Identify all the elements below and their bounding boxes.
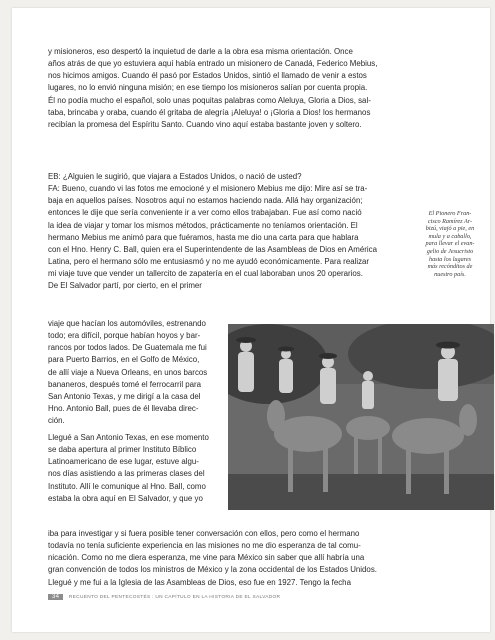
- text-line: todavía no tenía suficiente experiencia en las misiones no me dio esperanza de tal comu-: [48, 541, 361, 551]
- text-line: todo; era difícil, porque habían hoyos y bar-: [48, 331, 201, 341]
- text-line: de allí viaje a Nueva Orleans, en unos barcos: [48, 367, 208, 377]
- caption-line: mula y a caballo,: [428, 232, 472, 240]
- text-line: y misioneros, eso despertó la inquietud de darle a la obra esa misma orientación. Once: [48, 47, 353, 56]
- text-line: Latina, pero el hermano sólo me entusiasmó y no me ayudó económicamente. Para realizar: [48, 257, 370, 267]
- body-paragraph-2: [48, 171, 428, 293]
- text-line: Latinoamericano de ese lugar, estuve algu-: [48, 457, 199, 467]
- text-line: recibían la promesa del Espíritu Santo. Cuando vino aquí estaba bastante joven y soltero.: [48, 119, 362, 129]
- text-line: Instituto. Allí le comunique al Hno. Ball, como: [48, 481, 206, 491]
- page-number: 34: [48, 594, 63, 600]
- text-line: la idea de viajar y tomar los mismos métodos, prácticamente no teníamos orientación. El: [48, 220, 358, 230]
- text-line: lugares, no lo envió ninguna misión; en ese tiempo los misioneros salían por cuenta propia.: [48, 83, 368, 93]
- text-line: para Puerto Barrios, en el Golfo de México,: [48, 355, 200, 365]
- document-page: [12, 8, 490, 632]
- text-line: bananeros, después tomé el ferrocarril para: [48, 379, 202, 389]
- text-line: hermano Mebius me animó para que fuéramos, hasta me dio una carta para que hablara: [48, 232, 359, 242]
- text-line: rancos por todos lados. De Guatemala me fui: [48, 343, 207, 353]
- running-title: RECUENTO DEL PENTECOSTÉS : UN CAPÍTULO EN LA HISTORIA DE EL SALVADOR: [68, 595, 281, 600]
- text-line: baja en aquellos países. Nosotros aquí no estamos haciendo nada. Allá hay organización;: [48, 196, 363, 206]
- text-line: Llegué y me fui a la Iglesia de las Asambleas de Dios, eso fue en 1927. Tengo la fecha: [48, 577, 351, 587]
- text-line: gran convención de todos los ministros de México y la zona occidental de los Estados Unidos.: [48, 565, 377, 575]
- text-line: Llegué a San Antonio Texas, en ese momento: [48, 433, 209, 442]
- photo-caption: [412, 210, 488, 278]
- caption-line: nuestro país.: [434, 270, 466, 278]
- text-line: estaba la obra aquí en El Salvador, y que yo: [48, 493, 203, 503]
- text-line: taba, brincaba y oraba, cuando él gritaba de alegría ¡Aleluya! o ¡Gloria a Dios! los hermanos: [48, 107, 371, 117]
- text-line: mi viaje tuve que vender un tallercito de zapatería en el cual laboraban unos 20 operarios.: [48, 269, 363, 279]
- text-line: entonces le dije que sería conveniente ir a ver como ellos trabajaban. Fue así como nació: [48, 208, 362, 218]
- caption-line: hasta los lugares: [428, 255, 472, 263]
- body-paragraph-3: [48, 318, 223, 427]
- caption-line: gelio de Jesucristo: [426, 247, 474, 255]
- text-line: se daba apertura al primer Instituto Bíblico: [48, 445, 197, 455]
- text-line: iba para investigar y si fuera posible tener conversación con ellos, pero como el hermano: [48, 529, 360, 538]
- text-line: con el Hno. Henry C. Ball, quien era el Superintendente de las Asambleas de Dios en América: [48, 244, 377, 254]
- text-line: ción.: [48, 416, 65, 426]
- caption-line: más recónditos de: [427, 263, 473, 271]
- text-line: nos días asistiendo a las primeras clases del: [48, 469, 205, 479]
- text-line: Hno. Antonio Ball, pues de él llevaba direc-: [48, 404, 199, 414]
- text-line: FA: Bueno, cuando vi las fotos me emocioné y el misionero Mebius me dijo: Mire así se tra-: [48, 184, 368, 194]
- riders-on-mules-icon: [228, 324, 494, 510]
- body-paragraph-5: [48, 528, 428, 589]
- text-line: nos hicimos amigos. Cuando él pasó por Estados Unidos, sintió el llamado de venir a estos: [48, 71, 367, 81]
- page-footer: [48, 594, 280, 600]
- caption-line: El Pionero Fran-: [428, 210, 472, 217]
- text-line: viaje que hacían los automóviles, estrenando: [48, 319, 206, 328]
- text-line: EB: ¿Alguien le sugirió, que viajara a Estados Unidos, o nació de usted?: [48, 172, 302, 181]
- caption-line: para llevar el evan-: [425, 240, 475, 248]
- text-line: nicación. Como no me diera esperanza, me vine para México sin saber que allí habría una: [48, 553, 365, 563]
- body-paragraph-4: [48, 432, 223, 505]
- text-line: Él no podía mucho el español, solo unas poquitas palabras como Aleluya, Gloria a Dios, sal-: [48, 95, 371, 105]
- text-line: San Antonio Texas, y me dirigí a la casa del: [48, 391, 201, 401]
- text-line: años atrás de que yo estuviera aquí había entrado un misionero de Canadá, Federico Mebius,: [48, 59, 378, 69]
- body-paragraph-1: [48, 46, 428, 131]
- caption-line: cisco Ramírez Ar-: [427, 217, 473, 225]
- historical-photo: [228, 324, 494, 510]
- text-line: De El Salvador partí, por cierto, en el primer: [48, 281, 202, 291]
- caption-line: bizú, viajó a pie, en: [425, 225, 475, 233]
